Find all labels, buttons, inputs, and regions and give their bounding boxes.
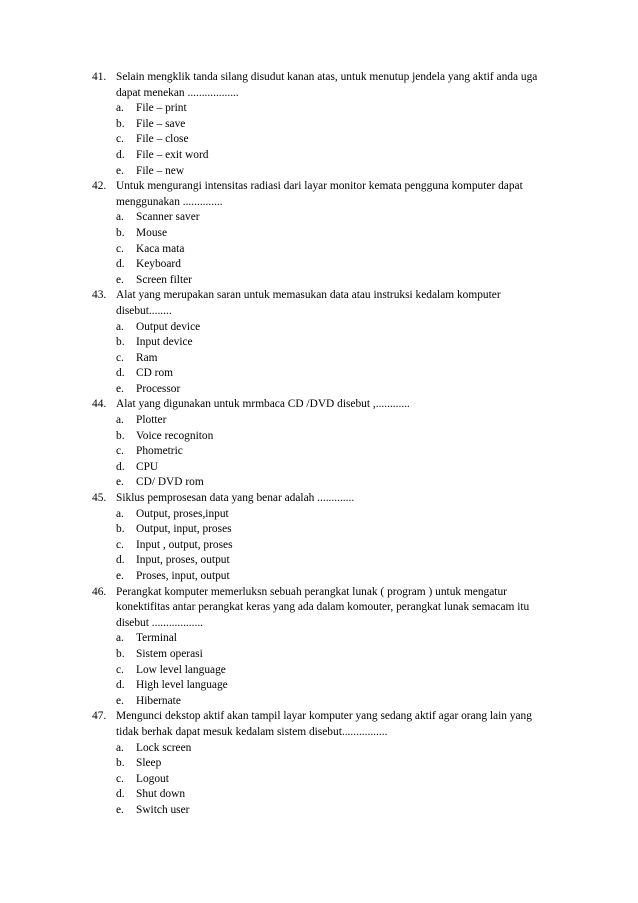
option-text: CPU [136, 460, 159, 473]
option-text: Proses, input, output [136, 570, 230, 582]
option-text: File – exit word [136, 148, 209, 161]
option-letter: e. [116, 694, 124, 707]
question-text: Alat yang digunakan untuk mrmbaca CD /DVD disebut ,............ [116, 398, 410, 411]
option-item [0, 273, 638, 289]
option-text: Input, proses, output [136, 554, 230, 567]
option-letter: d. [116, 554, 125, 567]
option-text: File – save [136, 117, 186, 130]
option-item [0, 538, 638, 554]
question-45 [0, 491, 638, 585]
question-41 [0, 70, 638, 179]
option-text: Mouse [136, 226, 168, 239]
option-item [0, 460, 638, 476]
option-letter: c. [116, 772, 124, 785]
option-text: File – new [136, 164, 185, 177]
option-text: File – close [136, 133, 189, 146]
option-text: Logout [136, 772, 169, 785]
document-page [0, 70, 638, 819]
option-text: File – print [136, 102, 187, 115]
option-item [0, 631, 638, 647]
option-letter: a. [116, 507, 124, 520]
option-item [0, 678, 638, 694]
question-text: Selain mengklik tanda silang disudut kanan atas, untuk menutup jendela yang aktif anda uga [116, 71, 538, 83]
option-text: Hibernate [136, 694, 181, 707]
option-letter: a. [116, 741, 124, 754]
option-item [0, 132, 638, 148]
option-item [0, 351, 638, 367]
option-letter: d. [116, 679, 125, 692]
option-item [0, 756, 638, 772]
option-item [0, 475, 638, 491]
option-item [0, 335, 638, 351]
option-item [0, 694, 638, 710]
option-text: CD/ DVD rom [136, 476, 204, 489]
option-text: Scanner saver [136, 211, 200, 224]
question-text: konektifitas antar perangkat keras yang ada dalam komouter, perangkat lunak semacam itu [116, 601, 530, 614]
option-item [0, 647, 638, 663]
question-44 [0, 397, 638, 491]
option-item [0, 413, 638, 429]
question-number: 44. [92, 398, 107, 411]
option-item [0, 803, 638, 819]
question-text: Siklus pemprosesan data yang benar adalah ............. [116, 492, 355, 505]
question-46 [0, 585, 638, 710]
option-item [0, 366, 638, 382]
option-text: Screen filter [136, 273, 192, 286]
option-letter: b. [116, 117, 125, 130]
option-item [0, 663, 638, 679]
option-letter: e. [116, 476, 124, 489]
option-letter: d. [116, 460, 125, 473]
question-text: Alat yang merupakan saran untuk memasukan data atau instruksi kedalam komputer [116, 289, 501, 302]
option-letter: c. [116, 445, 124, 458]
option-letter: d. [116, 258, 125, 271]
option-item [0, 257, 638, 273]
option-item [0, 320, 638, 336]
option-item [0, 382, 638, 398]
question-text: menggunakan .............. [116, 195, 223, 208]
option-letter: e. [116, 803, 124, 816]
option-text: Output device [136, 320, 201, 333]
option-letter: c. [116, 351, 124, 364]
question-number: 41. [92, 71, 107, 83]
question-number: 47. [92, 710, 107, 723]
option-item [0, 210, 638, 226]
option-text: Input , output, proses [136, 538, 233, 551]
option-letter: b. [116, 226, 125, 239]
option-letter: b. [116, 336, 125, 349]
option-letter: c. [116, 133, 124, 146]
option-letter: b. [116, 647, 125, 660]
option-text: CD rom [136, 367, 174, 380]
question-text: dapat menekan .................. [116, 86, 239, 99]
option-letter: a. [116, 102, 124, 115]
option-letter: e. [116, 164, 124, 177]
question-number: 45. [92, 492, 107, 505]
option-text: Output, input, proses [136, 523, 232, 536]
question-number: 43. [92, 289, 107, 302]
option-letter: e. [116, 382, 124, 395]
question-47 [0, 709, 638, 818]
option-letter: e. [116, 273, 124, 286]
option-item [0, 553, 638, 569]
option-item [0, 226, 638, 242]
question-number: 42. [92, 180, 107, 193]
option-text: Output, proses,input [136, 507, 229, 520]
option-letter: d. [116, 148, 125, 161]
option-text: Voice recogniton [136, 429, 214, 442]
option-text: Terminal [136, 632, 177, 645]
option-letter: c. [116, 242, 124, 255]
option-text: Ram [136, 351, 158, 364]
option-item [0, 148, 638, 164]
option-letter: a. [116, 211, 124, 224]
option-text: Shut down [136, 788, 186, 801]
option-letter: a. [116, 632, 124, 645]
option-text: Kaca mata [136, 242, 185, 255]
option-letter: a. [116, 320, 124, 333]
option-text: Low level language [136, 663, 226, 676]
question-text: disebut........ [116, 304, 172, 317]
option-letter: d. [116, 367, 125, 380]
question-number: 46. [92, 585, 107, 598]
option-item [0, 117, 638, 133]
option-item [0, 787, 638, 803]
option-item [0, 772, 638, 788]
option-text: Lock screen [136, 741, 192, 754]
question-text: Untuk mengurangi intensitas radiasi dari layar monitor kemata pengguna komputer dapat [116, 180, 523, 193]
option-item [0, 101, 638, 117]
option-item [0, 164, 638, 180]
question-text: tidak berhak dapat mesuk kedalam sistem disebut................ [116, 725, 388, 738]
option-letter: b. [116, 523, 125, 536]
option-text: Switch user [136, 803, 190, 816]
option-text: Processor [136, 382, 181, 395]
question-text: Perangkat komputer memerluksn sebuah perangkat lunak ( program ) untuk mengatur [116, 585, 507, 598]
option-item [0, 522, 638, 538]
question-text: disebut .................. [116, 616, 204, 629]
option-text: Phometric [136, 445, 183, 458]
option-text: Sleep [136, 757, 162, 770]
question-43 [0, 288, 638, 397]
option-letter: a. [116, 414, 124, 427]
option-text: Plotter [136, 414, 167, 427]
option-text: Input device [136, 336, 193, 349]
option-text: Keyboard [136, 258, 181, 271]
option-item [0, 429, 638, 445]
question-42 [0, 179, 638, 288]
option-item [0, 569, 638, 585]
option-item [0, 507, 638, 523]
option-item [0, 242, 638, 258]
option-letter: c. [116, 663, 124, 676]
option-letter: c. [116, 538, 124, 551]
option-letter: d. [116, 788, 125, 801]
option-letter: e. [116, 570, 124, 582]
option-letter: b. [116, 429, 125, 442]
option-text: High level language [136, 679, 228, 692]
option-item [0, 741, 638, 757]
option-item [0, 444, 638, 460]
question-text: Mengunci dekstop aktif akan tampil layar komputer yang sedang aktif agar orang lain yang [116, 710, 532, 723]
option-letter: b. [116, 757, 125, 770]
option-text: Sistem operasi [136, 647, 203, 660]
